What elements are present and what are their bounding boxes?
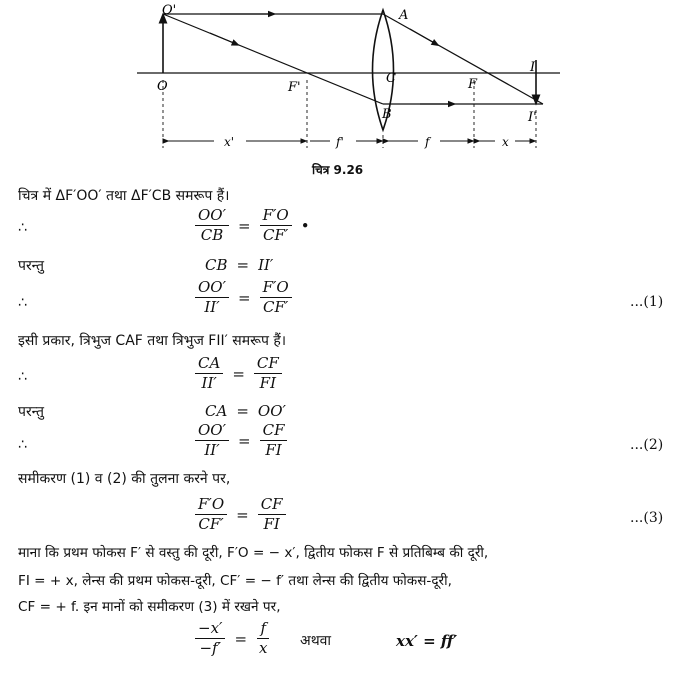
therefore-symbol-3: ∴ (18, 369, 27, 385)
dim-label-f: f (425, 135, 430, 149)
dim-label-fprime: f' (336, 135, 344, 149)
eq1-den2: CF′ (263, 298, 289, 316)
eq2-den1: II′ (204, 441, 220, 459)
label-f-prime: F' (288, 80, 301, 95)
dim-label-xprime: x' (224, 135, 235, 149)
ray-through-focus (163, 14, 383, 104)
eq1-op: = (238, 288, 251, 307)
final-result: xx′ = ff′ (396, 632, 458, 650)
label-i-prime: I' (528, 110, 537, 125)
therefore-symbol-1: ∴ (18, 220, 27, 236)
final-den1: −f′ (199, 639, 221, 657)
paragraph-line-1: माना कि प्रथम फोकस F′ से वस्तु की दूरी, F′O = − x′, द्वितीय फोकस F से प्रतिबिम्ब की दूरी, (18, 545, 489, 561)
eq-d-op: = (236, 402, 249, 420)
equation-2 (195, 422, 287, 459)
eq-d-rhs: OO′ (257, 402, 286, 420)
athva-text: अथवा (300, 633, 332, 649)
eq-a-dot: • (300, 216, 310, 235)
eq-c-den1: II′ (201, 374, 217, 392)
parantu-1: परन्तु (18, 258, 44, 274)
equation-d (205, 402, 286, 420)
line-similar-triangles-2: इसी प्रकार, त्रिभुज CAF तथा त्रिभुज FII′ समरूप हैं। (18, 333, 287, 349)
equation-3 (195, 496, 286, 533)
figure-caption: चित्र 9.26 (312, 163, 364, 177)
equation-3-number: ...(3) (630, 510, 664, 526)
final-equation (195, 620, 270, 657)
eq3-den1: CF′ (198, 515, 224, 533)
eq-a-den2: CF′ (263, 226, 289, 244)
final-op: = (234, 629, 248, 648)
eq-a-num1: OO′ (195, 207, 229, 226)
eq-b-op: = (236, 256, 250, 274)
eq-b-lhs: CB (205, 256, 228, 274)
dim-label-x: x (502, 135, 509, 149)
eq-c-op: = (232, 364, 245, 383)
eq-c-num1: CA (195, 355, 223, 374)
equation-1 (195, 279, 292, 316)
equation-b (205, 256, 273, 274)
label-b: B (382, 107, 392, 122)
line-compare: समीकरण (1) व (2) की तुलना करने पर, (18, 471, 231, 487)
ray-through-focus-arrow (210, 33, 236, 44)
eq-b-rhs: II′ (258, 256, 274, 274)
eq-c-den2: FI (259, 374, 276, 392)
eq-c-num2: CF (254, 355, 282, 374)
paragraph-line-3: CF = + f. इन मानों को समीकरण (3) में रखने पर, (18, 599, 281, 615)
equation-a (195, 207, 313, 244)
label-a: A (399, 8, 409, 23)
equation-1-number: ...(1) (630, 294, 664, 310)
label-f: F (468, 77, 478, 92)
eq-a-num2: F′O (260, 207, 292, 226)
ray-diagram (0, 0, 691, 180)
paragraph-line-2: FI = + x, लेन्स की प्रथम फोकस-दूरी, CF′ = − f′ तथा लेन्स की द्वितीय फोकस-दूरी, (18, 573, 452, 589)
label-i: I (530, 60, 536, 75)
eq-d-lhs: CA (205, 402, 228, 420)
final-num2: f (257, 620, 269, 639)
parantu-2: परन्तु (18, 404, 44, 420)
eq2-num2: CF (260, 422, 288, 441)
therefore-symbol-4: ∴ (18, 437, 27, 453)
eq2-op: = (238, 431, 251, 450)
ray-refracted-1 (383, 14, 543, 104)
therefore-symbol-2: ∴ (18, 295, 27, 311)
eq3-num2: CF (258, 496, 286, 515)
eq1-den1: II′ (204, 298, 220, 316)
eq1-num1: OO′ (195, 279, 229, 298)
equation-2-number: ...(2) (630, 437, 664, 453)
equation-c (195, 355, 282, 392)
eq3-num1: F′O (195, 496, 227, 515)
line-similar-triangles-1: चित्र में ΔF′OO′ तथा ΔF′CB समरूप हैं। (18, 188, 230, 204)
eq3-den2: FI (263, 515, 280, 533)
eq1-num2: F′O (260, 279, 292, 298)
eq-a-den1: CB (200, 226, 224, 244)
final-den2: x (259, 639, 268, 657)
eq-a-op: = (238, 216, 251, 235)
eq3-op: = (236, 505, 249, 524)
ray-refracted-1-arrow (410, 29, 436, 44)
label-o-prime: O' (162, 3, 177, 18)
eq2-num1: OO′ (195, 422, 229, 441)
label-c: C (386, 71, 396, 86)
final-num1: −x′ (195, 620, 225, 639)
eq2-den2: FI (265, 441, 282, 459)
label-o: O (157, 79, 168, 94)
